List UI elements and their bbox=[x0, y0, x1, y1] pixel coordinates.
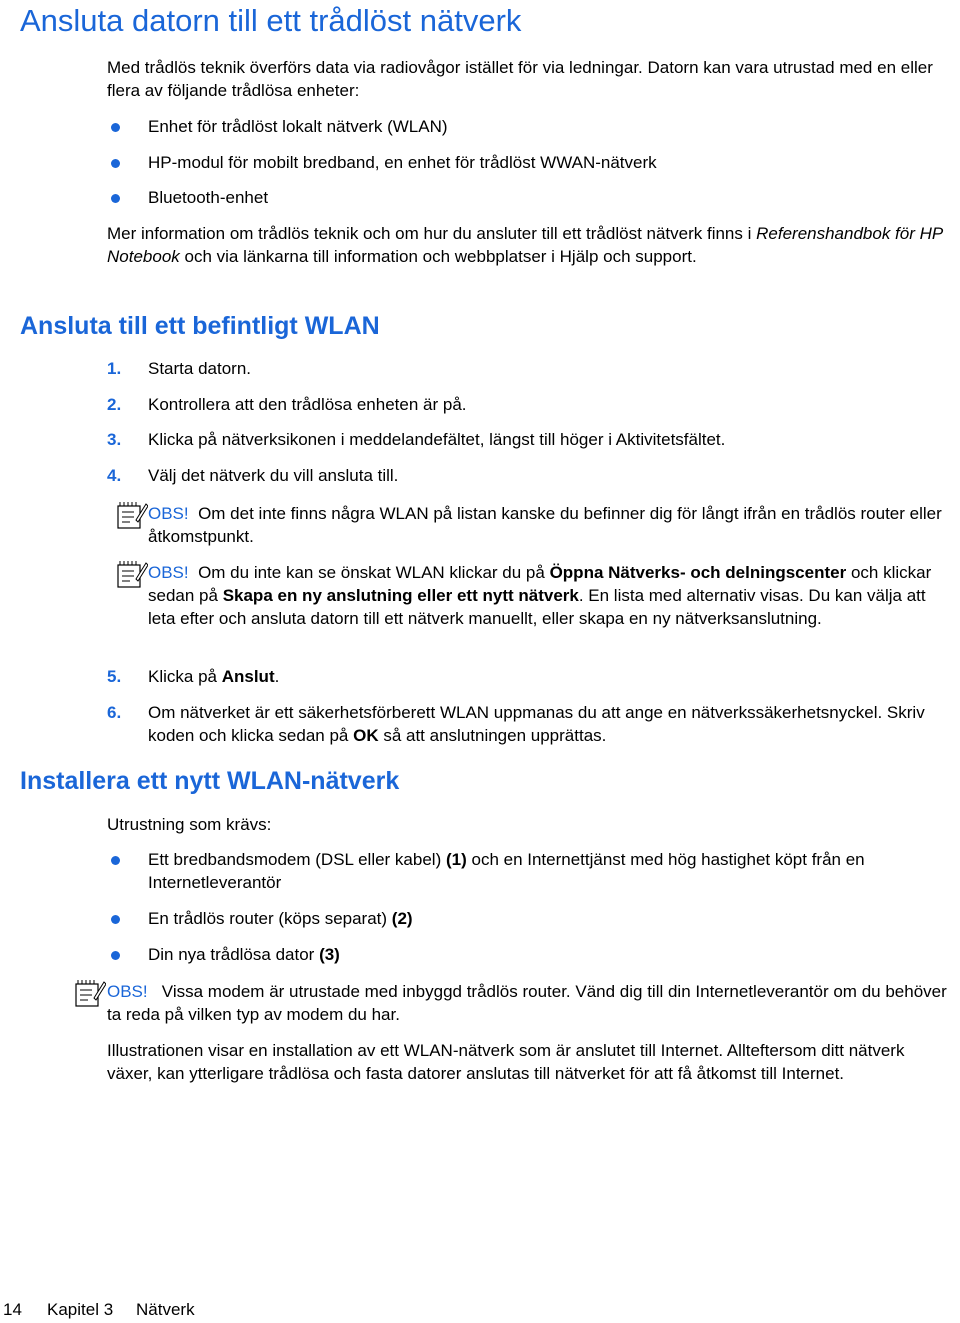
step-number: 6. bbox=[107, 703, 122, 722]
item-ref: (1) bbox=[445, 850, 467, 869]
step-number: 2. bbox=[107, 395, 122, 414]
chapter-label: Kapitel 3 bbox=[47, 1300, 114, 1319]
step-text bbox=[148, 701, 948, 747]
note bbox=[107, 980, 952, 1026]
note-icon bbox=[116, 500, 148, 530]
note-text: Vissa modem är utrustade med inbyggd trådlös router. Vänd dig till din Internetleverantör om du behöver ta reda på vilken typ av modem du har. bbox=[107, 982, 947, 1024]
note-icon bbox=[74, 978, 106, 1008]
ui-term: Skapa en ny anslutning eller ett nytt nätverk bbox=[222, 586, 579, 605]
note-icon bbox=[116, 559, 148, 589]
manual-reference: Referenshandbok för HP Notebook bbox=[107, 224, 943, 266]
step-text: Kontrollera att den trådlösa enheten är på. bbox=[148, 395, 467, 414]
ui-term: Anslut bbox=[221, 667, 275, 686]
closing-paragraph: Illustrationen visar en installation av ett WLAN-nätverk som är anslutet till Internet. Allteftersom ditt nätverk växer, kan ytterligare trådlösa och fasta datorer anslutas till nätverket för att få åtkomst till Internet. bbox=[107, 1041, 905, 1083]
item-text: Ett bredbandsmodem (DSL eller kabel) bbox=[148, 850, 442, 869]
list-item bbox=[148, 943, 948, 966]
list-item bbox=[148, 848, 948, 894]
step-text-part: . bbox=[274, 667, 280, 686]
ui-term: Öppna Nätverks- och delningscenter bbox=[549, 563, 847, 582]
bullet-icon bbox=[111, 194, 120, 203]
note-label: OBS! bbox=[148, 563, 189, 582]
step-text bbox=[148, 665, 948, 688]
list-item bbox=[148, 907, 948, 930]
note bbox=[148, 502, 948, 548]
intro-paragraph: Med trådlös teknik överförs data via radiovågor istället för via ledningar. Datorn kan vara utrustad med en eller flera av följande trådlösa enheter: bbox=[107, 58, 933, 100]
step-number: 3. bbox=[107, 430, 122, 449]
note bbox=[148, 561, 948, 630]
item-text: En trådlös router (köps separat) bbox=[148, 909, 388, 928]
step-text-part: Klicka på bbox=[148, 667, 217, 686]
item-ref: (2) bbox=[391, 909, 413, 928]
step-number: 1. bbox=[107, 359, 122, 378]
bullet-icon bbox=[111, 856, 120, 865]
note-text: Om du inte kan se önskat WLAN klickar du på bbox=[198, 563, 545, 582]
section-heading: Installera ett nytt WLAN-nätverk bbox=[20, 767, 400, 795]
ui-term: OK bbox=[353, 726, 379, 745]
bullet-icon bbox=[111, 159, 120, 168]
bullet-icon bbox=[111, 915, 120, 924]
step-text: Klicka på nätverksikonen i meddelandefältet, längst till höger i Aktivitetsfältet. bbox=[148, 430, 726, 449]
step-number: 5. bbox=[107, 667, 122, 686]
step-text: Välj det nätverk du vill ansluta till. bbox=[148, 466, 399, 485]
step-number: 4. bbox=[107, 466, 122, 485]
note-label: OBS! bbox=[148, 504, 189, 523]
note-label: OBS! bbox=[107, 982, 148, 1001]
info-paragraph bbox=[107, 222, 947, 268]
note-text: . En lista med alternativ visas. Du kan välja att leta efter och ansluta datorn till ett nätverk manuellt, eller skapa en ny nätverksanslutning. bbox=[148, 586, 926, 628]
step-text: Starta datorn. bbox=[148, 359, 252, 378]
note-text: och klickar sedan på bbox=[148, 563, 932, 605]
list-item: HP-modul för mobilt bredband, en enhet för trådlöst WWAN-nätverk bbox=[148, 153, 657, 172]
item-ref: (3) bbox=[319, 945, 340, 964]
bullet-icon bbox=[111, 123, 120, 132]
section-heading: Ansluta till ett befintligt WLAN bbox=[20, 312, 380, 340]
note-text: Om det inte finns några WLAN på listan kanske du befinner dig för långt ifrån en trådlös router eller åtkomstpunkt. bbox=[148, 504, 942, 546]
bullet-icon bbox=[111, 951, 120, 960]
item-text: och en Internettjänst med hög hastighet köpt från en Internetleverantör bbox=[148, 850, 865, 892]
info-text-tail: och via länkarna till information och webbplatser i Hjälp och support. bbox=[184, 247, 697, 266]
page-title: Ansluta datorn till ett trådlöst nätverk bbox=[20, 3, 522, 38]
info-text: Mer information om trådlös teknik och om hur du ansluter till ett trådlöst nätverk finns i bbox=[107, 224, 752, 243]
item-text: Din nya trådlösa dator bbox=[148, 945, 315, 964]
chapter-name: Nätverk bbox=[136, 1300, 195, 1319]
step-text-part: så att anslutningen upprättas. bbox=[383, 726, 607, 745]
list-item: Bluetooth-enhet bbox=[148, 188, 269, 207]
lead-text: Utrustning som krävs: bbox=[107, 815, 272, 834]
step-text-part: Om nätverket är ett säkerhetsförberett WLAN uppmanas du att ange en nätverkssäkerhetsnyckel. Skriv koden och klicka sedan på bbox=[148, 703, 925, 745]
list-item: Enhet för trådlöst lokalt nätverk (WLAN) bbox=[148, 117, 448, 136]
page-number: 14 bbox=[3, 1300, 22, 1319]
